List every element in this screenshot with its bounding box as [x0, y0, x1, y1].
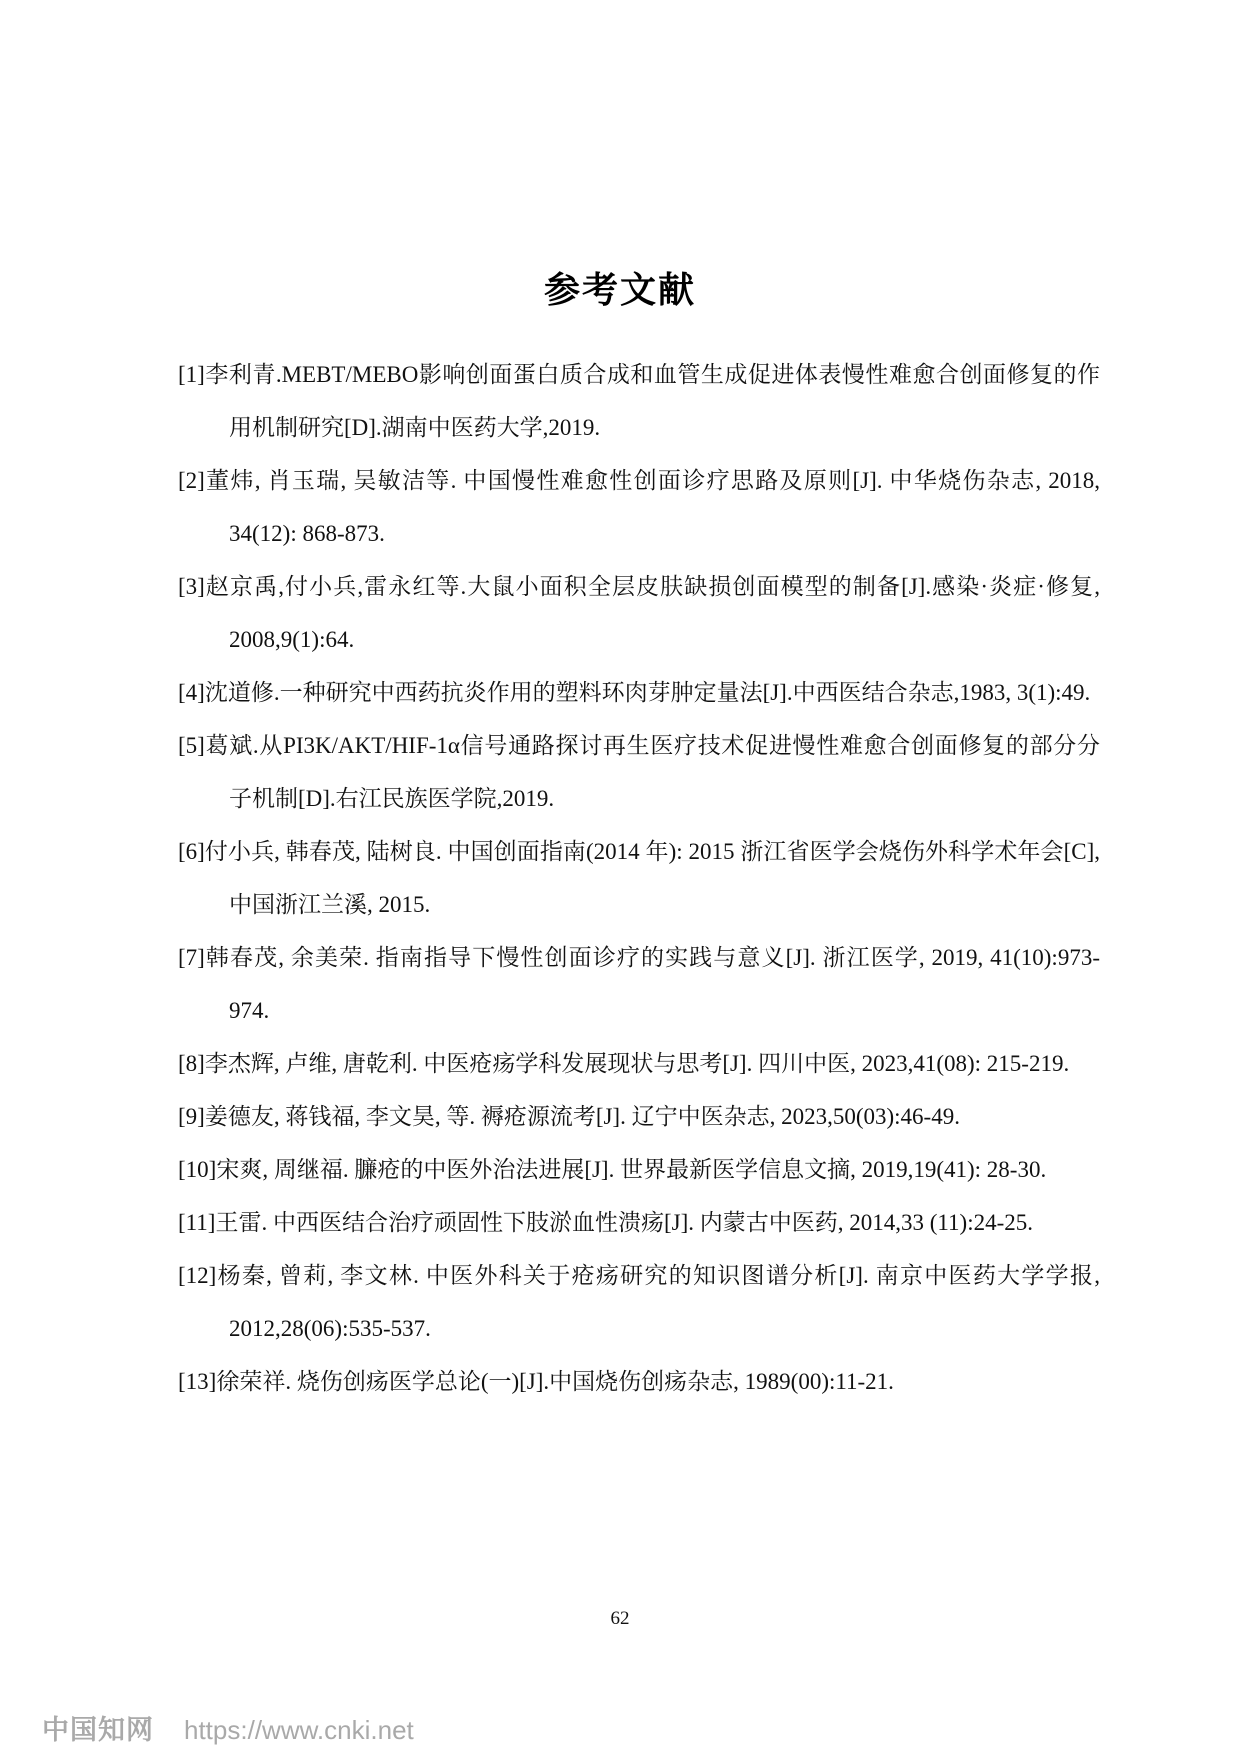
cnki-watermark — [42, 1708, 414, 1747]
reference-item-6: [6]付小兵, 韩春茂, 陆树良. 中国创面指南(2014 年): 2015 浙江省医学会烧伤外科学术年会[C], 中国浙江兰溪, 2015. — [178, 839, 1100, 917]
reference-item-12: [12]杨秦, 曾莉, 李文林. 中医外科关于疮疡研究的知识图谱分析[J]. 南京中医药大学学报, 2012,28(06):535-537. — [178, 1263, 1100, 1341]
watermark-logo: 中国知网 — [42, 1715, 154, 1746]
reference-item-5: [5]葛斌.从PI3K/AKT/HIF-1α信号通路探讨再生医疗技术促进慢性难愈合创面修复的部分分子机制[D].右江民族医学院,2019. — [178, 733, 1100, 811]
watermark-url: https://www.cnki.net — [184, 1715, 414, 1745]
reference-item-9: [9]姜德友, 蒋钱福, 李文昊, 等. 褥疮源流考[J]. 辽宁中医杂志, 2023,50(03):46-49. — [178, 1104, 960, 1129]
reference-item-10: [10]宋爽, 周继福. 臁疮的中医外治法进展[J]. 世界最新医学信息文摘, 2019,19(41): 28-30. — [178, 1157, 1047, 1182]
reference-item-11: [11]王雷. 中西医结合治疗顽固性下肢淤血性溃疡[J]. 内蒙古中医药, 2014,33 (11):24-25. — [178, 1210, 1033, 1235]
reference-item-3: [3]赵京禹,付小兵,雷永红等.大鼠小面积全层皮肤缺损创面模型的制备[J].感染·炎症·修复, 2008,9(1):64. — [178, 574, 1100, 652]
reference-item-4: [4]沈道修.一种研究中西药抗炎作用的塑料环肉芽肿定量法[J].中西医结合杂志,1983, 3(1):49. — [178, 680, 1091, 705]
page-title: 参考文献 — [543, 270, 696, 312]
reference-item-13: [13]徐荣祥. 烧伤创疡医学总论(一)[J].中国烧伤创疡杂志, 1989(00):11-21. — [178, 1369, 894, 1394]
reference-item-8: [8]李杰辉, 卢维, 唐乾利. 中医疮疡学科发展现状与思考[J]. 四川中医, 2023,41(08): 215-219. — [178, 1051, 1070, 1076]
reference-item-1: [1]李利青.MEBT/MEBO影响创面蛋白质合成和血管生成促进体表慢性难愈合创面修复的作用机制研究[D].湖南中医药大学,2019. — [178, 362, 1100, 440]
reference-item-7: [7]韩春茂, 余美荣. 指南指导下慢性创面诊疗的实践与意义[J]. 浙江医学, 2019, 41(10):973-974. — [178, 945, 1100, 1023]
page-number: 62 — [610, 1608, 630, 1629]
reference-item-2: [2]董炜, 肖玉瑞, 吴敏洁等. 中国慢性难愈性创面诊疗思路及原则[J]. 中华烧伤杂志, 2018, 34(12): 868-873. — [178, 468, 1100, 546]
reference-list — [178, 348, 1100, 1408]
